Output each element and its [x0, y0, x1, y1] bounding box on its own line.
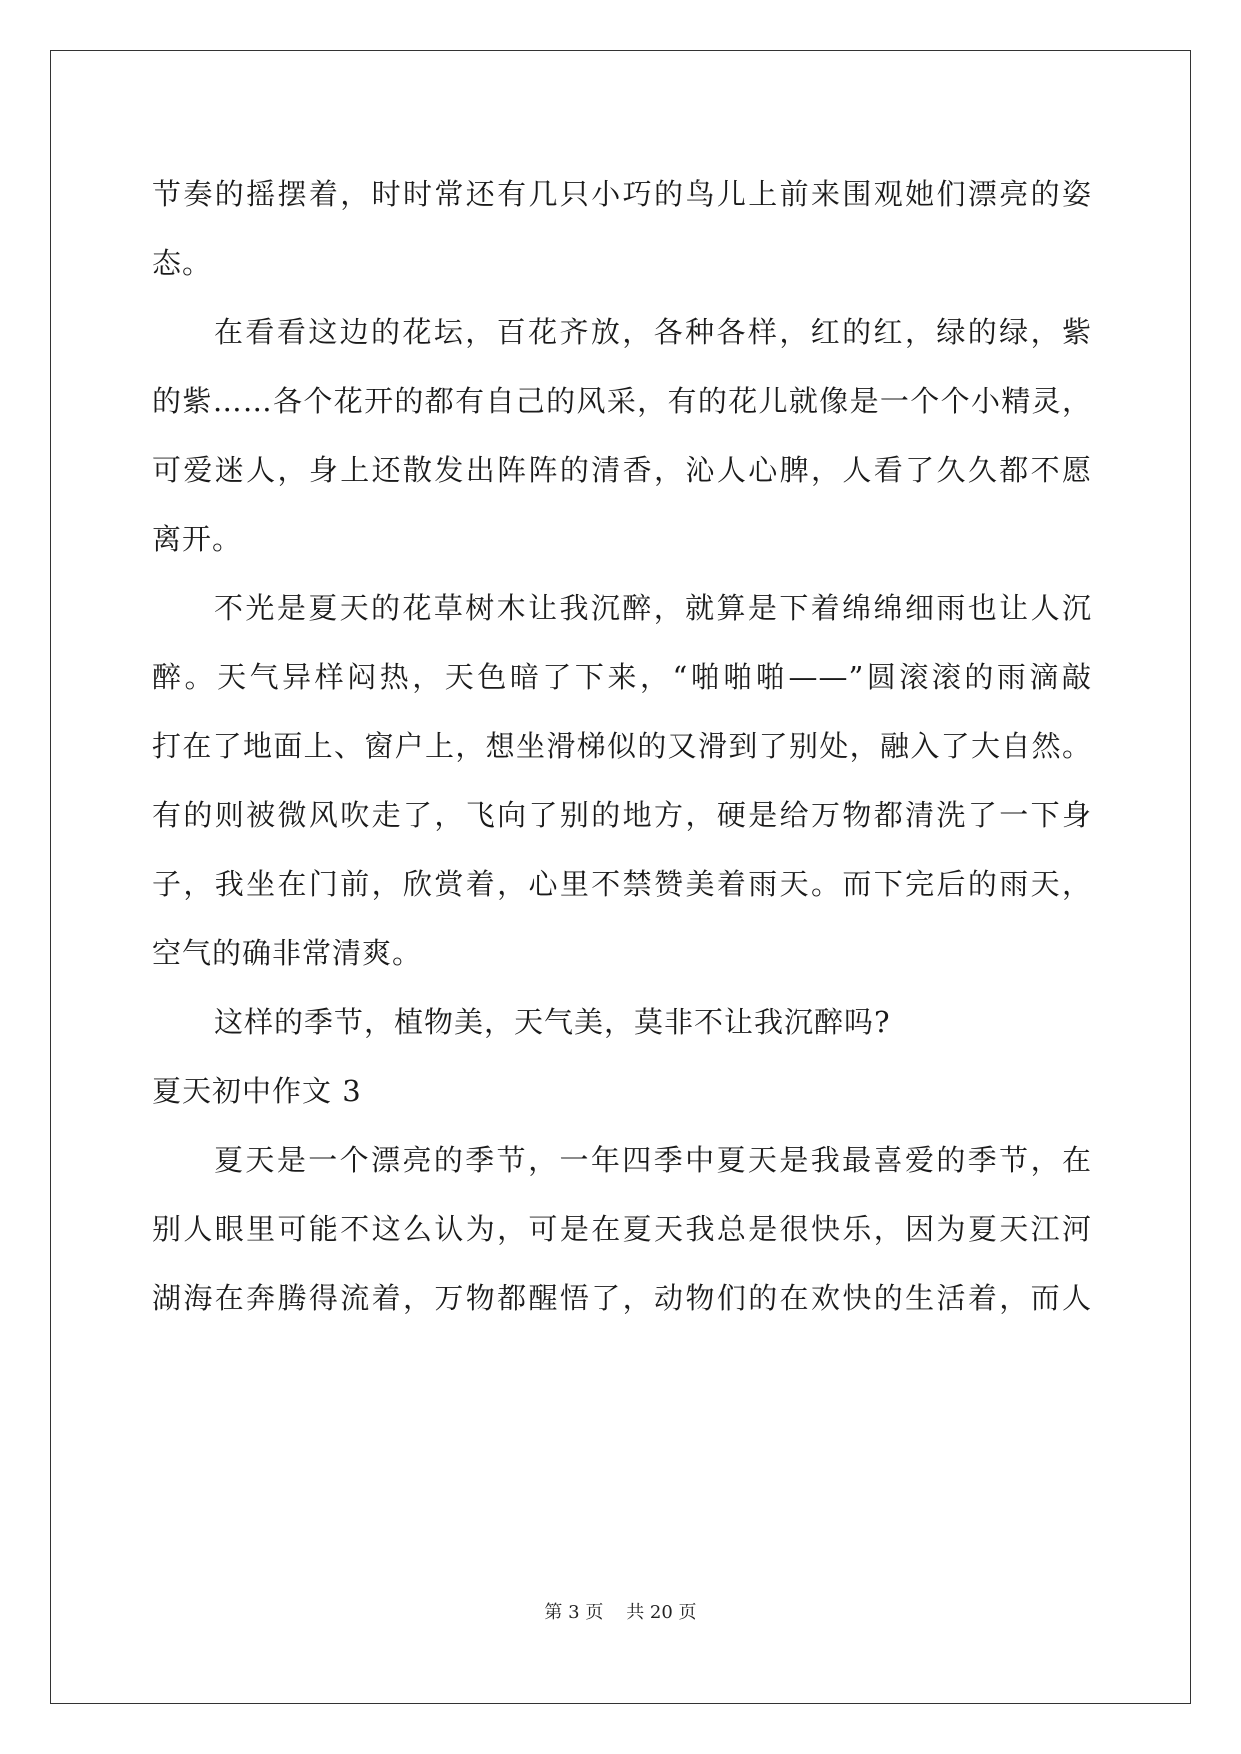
text-line: 可爱迷人，身上还散发出阵阵的清香，沁人心脾，人看了久久都不愿 — [152, 453, 1092, 487]
text-line: 不光是夏天的花草树木让我沉醉，就算是下着绵绵细雨也让人沉 — [214, 591, 1092, 625]
text-line: 在看看这边的花坛，百花齐放，各种各样，红的红，绿的绿，紫 — [214, 315, 1092, 349]
text-line: 有的则被微风吹走了，飞向了别的地方，硬是给万物都清洗了一下身 — [152, 798, 1092, 832]
text-line: 醉。天气异样闷热，天色暗了下来，“啪啪啪——”圆滚滚的雨滴敲 — [152, 660, 1092, 694]
text-line: 这样的季节，植物美，天气美，莫非不让我沉醉吗? — [214, 1005, 891, 1039]
document-body — [152, 160, 1092, 1333]
page-number-footer: 第 3 页 共 20 页 — [544, 1602, 697, 1623]
text-line: 子，我坐在门前，欣赏着，心里不禁赞美着雨天。而下完后的雨天， — [152, 867, 1092, 901]
text-line: 夏天是一个漂亮的季节，一年四季中夏天是我最喜爱的季节，在 — [214, 1143, 1092, 1177]
text-line: 打在了地面上、窗户上，想坐滑梯似的又滑到了别处，融入了大自然。 — [152, 729, 1092, 763]
text-line: 离开。 — [152, 522, 243, 556]
text-line: 节奏的摇摆着，时时常还有几只小巧的鸟儿上前来围观她们漂亮的姿 — [152, 177, 1092, 211]
text-line: 态。 — [152, 246, 213, 280]
text-line: 湖海在奔腾得流着，万物都醒悟了，动物们的在欢快的生活着，而人 — [152, 1281, 1092, 1315]
text-line: 空气的确非常清爽。 — [152, 936, 423, 970]
text-line: 别人眼里可能不这么认为，可是在夏天我总是很快乐，因为夏天江河 — [152, 1212, 1092, 1246]
text-line: 夏天初中作文 3 — [152, 1074, 362, 1108]
text-line: 的紫……各个花开的都有自己的风采，有的花儿就像是一个个小精灵， — [152, 384, 1092, 418]
